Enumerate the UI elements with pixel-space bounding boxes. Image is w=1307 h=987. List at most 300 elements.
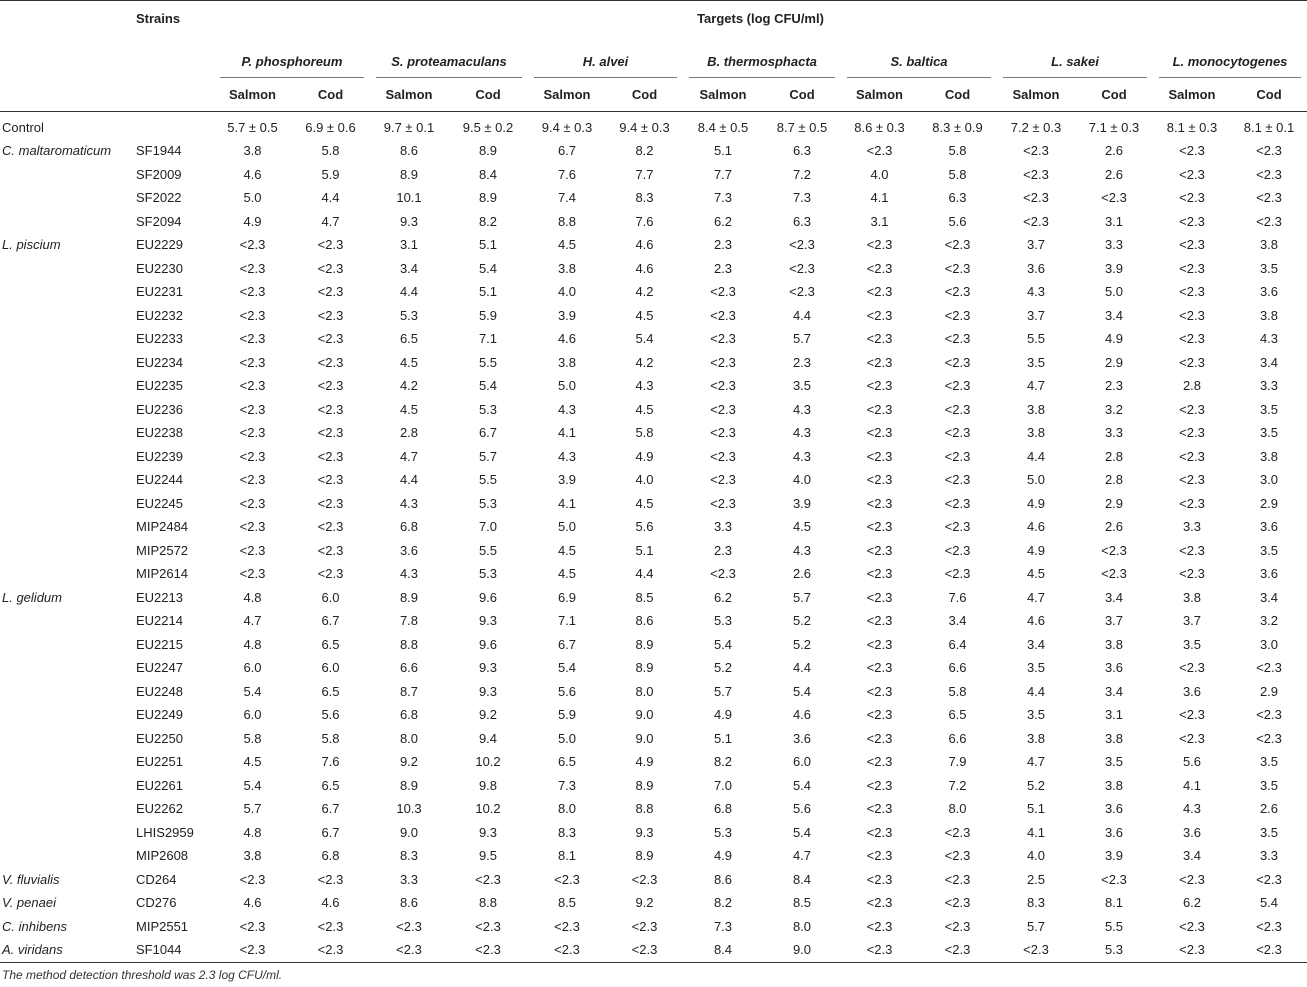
value-cell: 5.0 [557, 730, 577, 746]
value-cell: 2.3 [1104, 378, 1124, 394]
value-cell: <2.3 [239, 284, 266, 300]
value-cell: 3.6 [1104, 824, 1124, 840]
group-cell: V. fluvialis [2, 871, 60, 887]
value-cell: 3.5 [1026, 707, 1046, 723]
value-cell: 7.2 ± 0.3 [1010, 119, 1062, 135]
value-cell: 3.8 [1026, 401, 1046, 417]
value-cell: 6.8 [399, 707, 419, 723]
value-cell: 4.2 [635, 354, 654, 370]
group-cell [0, 657, 135, 681]
strain-cell: EU2244 [136, 472, 183, 488]
value-cell: 9.3 [478, 613, 498, 629]
value-cell: <2.3 [866, 918, 893, 934]
value-cell: 5.0 [557, 378, 577, 394]
value-cell: 3.7 [1104, 613, 1124, 629]
value-cell: 6.7 [321, 613, 340, 629]
value-cell: <2.3 [1256, 660, 1282, 676]
value-cell: <2.3 [239, 378, 266, 394]
strain-cell: EU2250 [136, 730, 183, 746]
value-cell: 9.4 [478, 730, 498, 746]
value-cell: 4.3 [1182, 801, 1202, 817]
value-cell: <2.3 [866, 895, 893, 911]
value-cell: <2.3 [866, 777, 893, 793]
value-cell: <2.3 [317, 472, 344, 488]
value-cell: 7.3 [792, 190, 812, 206]
strain-cell: EU2261 [136, 777, 183, 793]
target-header: S. proteamaculans [370, 45, 528, 78]
value-cell: <2.3 [1179, 166, 1205, 182]
value-cell: <2.3 [1179, 284, 1205, 300]
value-cell: <2.3 [1179, 307, 1205, 323]
value-cell: <2.3 [710, 448, 736, 464]
group-cell [0, 351, 135, 375]
value-cell: 5.4 [792, 824, 812, 840]
value-cell: <2.3 [1179, 871, 1205, 887]
salmon-header: Salmon [841, 78, 918, 112]
value-cell: <2.3 [1256, 166, 1282, 182]
group-cell: C. inhibens [2, 918, 68, 934]
strain-cell: EU2262 [136, 801, 183, 817]
value-cell: 4.0 [635, 472, 654, 488]
value-cell: <2.3 [1023, 190, 1049, 206]
group-cell: L. piscium [2, 237, 61, 253]
table-row [0, 704, 1307, 728]
value-cell: 6.3 [948, 190, 967, 206]
value-cell: <2.3 [317, 354, 344, 370]
value-cell: <2.3 [631, 918, 658, 934]
value-cell: 4.3 [399, 566, 419, 582]
value-cell: <2.3 [918, 939, 997, 963]
value-cell: 2.8 [1104, 448, 1124, 464]
value-cell: <2.3 [866, 613, 893, 629]
value-cell: <2.3 [1023, 166, 1049, 182]
value-cell: 10.3 [396, 801, 422, 817]
value-cell: <2.3 [944, 378, 971, 394]
value-cell: 5.6 [1182, 754, 1202, 770]
value-cell: 5.6 [948, 213, 967, 229]
group-cell [0, 469, 135, 493]
value-cell: 5.8 [948, 683, 967, 699]
value-cell: 2.6 [1104, 166, 1124, 182]
value-cell: <2.3 [1179, 660, 1205, 676]
table-row [0, 163, 1307, 187]
value-cell: <2.3 [1179, 448, 1205, 464]
value-cell: <2.3 [944, 307, 971, 323]
value-cell: <2.3 [710, 307, 736, 323]
cod-header: Cod [918, 78, 997, 112]
target-header: L. sakei [997, 45, 1153, 78]
value-cell: <2.3 [317, 284, 344, 300]
strain-cell: MIP2551 [136, 918, 189, 934]
value-cell: 8.6 [399, 143, 419, 159]
value-cell: 5.7 [792, 589, 812, 605]
value-cell: 9.3 [399, 213, 419, 229]
value-cell: 8.8 [478, 895, 498, 911]
value-cell: 3.5 [1259, 260, 1279, 276]
value-cell: <2.3 [866, 260, 893, 276]
value-cell: <2.3 [866, 730, 893, 746]
value-cell: 8.1 [557, 848, 577, 864]
value-cell: 5.3 [1075, 939, 1153, 963]
value-cell: <2.3 [944, 260, 971, 276]
value-cell: 7.2 [792, 166, 812, 182]
value-cell: <2.3 [1023, 213, 1049, 229]
value-cell: <2.3 [710, 284, 736, 300]
value-cell: <2.3 [710, 401, 736, 417]
value-cell: <2.3 [606, 939, 683, 963]
value-cell: 2.3 [713, 542, 733, 558]
value-cell: <2.3 [944, 918, 971, 934]
value-cell: 10.2 [475, 754, 501, 770]
group-cell [0, 398, 135, 422]
value-cell: <2.3 [866, 848, 893, 864]
cod-header: Cod [448, 78, 528, 112]
table-row [0, 633, 1307, 657]
value-cell: <2.3 [1231, 939, 1307, 963]
value-cell: 3.8 [1259, 237, 1279, 253]
value-cell: <2.3 [944, 895, 971, 911]
value-cell: <2.3 [944, 331, 971, 347]
value-cell: <2.3 [317, 331, 344, 347]
value-cell: <2.3 [997, 939, 1075, 963]
value-cell: 3.0 [1259, 636, 1279, 652]
value-cell: <2.3 [1179, 143, 1205, 159]
value-cell: 5.4 [713, 636, 733, 652]
value-cell: 5.8 [321, 143, 340, 159]
value-cell: <2.3 [789, 237, 815, 253]
value-cell: 5.5 [478, 542, 498, 558]
value-cell: 5.4 [1259, 895, 1279, 911]
strain-cell [135, 112, 214, 140]
value-cell: 5.7 [792, 331, 812, 347]
value-cell: 5.1 [1026, 801, 1046, 817]
table-row [0, 445, 1307, 469]
value-cell: <2.3 [1179, 495, 1205, 511]
value-cell: 5.7 [1026, 918, 1046, 934]
value-cell: <2.3 [866, 331, 893, 347]
value-cell: 9.3 [635, 824, 654, 840]
value-cell: 2.9 [1104, 495, 1124, 511]
value-cell: 5.5 [1104, 918, 1124, 934]
value-cell: 2.3 [792, 354, 812, 370]
value-cell: 7.4 [557, 190, 577, 206]
value-cell: 5.4 [792, 683, 812, 699]
value-cell: 8.9 [635, 848, 654, 864]
value-cell: 4.7 [399, 448, 419, 464]
value-cell: 3.4 [1104, 683, 1124, 699]
strain-cell: MIP2608 [136, 848, 189, 864]
value-cell: 5.5 [1026, 331, 1046, 347]
group-cell [0, 210, 135, 234]
value-cell: <2.3 [1101, 871, 1127, 887]
value-cell: 9.7 ± 0.1 [383, 119, 435, 135]
strain-cell: SF2094 [136, 213, 182, 229]
value-cell: 3.1 [1104, 213, 1124, 229]
group-cell [0, 445, 135, 469]
value-cell: 6.7 [321, 824, 340, 840]
value-cell: <2.3 [239, 495, 266, 511]
table-row [0, 422, 1307, 446]
value-cell: <2.3 [317, 495, 344, 511]
value-cell: 4.3 [792, 542, 812, 558]
value-cell: 8.9 [399, 589, 419, 605]
value-cell: 4.4 [792, 307, 812, 323]
footnote: The method detection threshold was 2.3 log CFU/ml. [2, 968, 283, 982]
value-cell: 6.5 [948, 707, 967, 723]
value-cell: <2.3 [239, 237, 266, 253]
value-cell: 3.8 [1259, 307, 1279, 323]
cod-header: Cod [291, 78, 370, 112]
value-cell: 4.9 [635, 754, 654, 770]
value-cell: 6.5 [321, 636, 340, 652]
value-cell: <2.3 [710, 566, 736, 582]
value-cell: 6.6 [948, 730, 967, 746]
value-cell: <2.3 [866, 425, 893, 441]
value-cell: <2.3 [1179, 425, 1205, 441]
value-cell: 3.3 [1259, 848, 1279, 864]
value-cell: 3.5 [1259, 425, 1279, 441]
value-cell: <2.3 [1179, 190, 1205, 206]
value-cell: <2.3 [239, 918, 266, 934]
value-cell: 8.2 [713, 895, 733, 911]
value-cell: 4.4 [1026, 448, 1046, 464]
value-cell: 6.7 [557, 143, 577, 159]
value-cell: 8.6 ± 0.3 [854, 119, 905, 135]
value-cell: 5.3 [713, 613, 733, 629]
value-cell: 3.2 [1104, 401, 1124, 417]
value-cell: 5.3 [713, 824, 733, 840]
value-cell: 2.9 [1259, 683, 1279, 699]
value-cell: <2.3 [866, 589, 893, 605]
value-cell: <2.3 [291, 939, 370, 963]
value-cell: 4.1 [1182, 777, 1202, 793]
value-cell: <2.3 [944, 354, 971, 370]
value-cell: <2.3 [317, 519, 344, 535]
value-cell: 4.9 [1104, 331, 1124, 347]
value-cell: <2.3 [1256, 871, 1282, 887]
value-cell: 8.8 [635, 801, 654, 817]
table-row [0, 492, 1307, 516]
value-cell: 4.8 [243, 824, 262, 840]
value-cell: 6.6 [948, 660, 967, 676]
value-cell: <2.3 [944, 237, 971, 253]
value-cell: <2.3 [1179, 354, 1205, 370]
table-row [0, 821, 1307, 845]
value-cell: <2.3 [866, 519, 893, 535]
value-cell: <2.3 [317, 378, 344, 394]
header-row-species [0, 45, 1307, 78]
value-cell: 6.4 [948, 636, 967, 652]
value-cell: 9.8 [478, 777, 498, 793]
strain-cell: EU2229 [136, 237, 183, 253]
value-cell: 8.0 [399, 730, 419, 746]
value-cell: 3.2 [1259, 613, 1279, 629]
value-cell: <2.3 [317, 566, 344, 582]
value-cell: 4.4 [399, 472, 419, 488]
cod-header: Cod [1231, 78, 1307, 112]
value-cell: 6.7 [557, 636, 577, 652]
value-cell: 3.3 [1259, 378, 1279, 394]
value-cell: 2.8 [1104, 472, 1124, 488]
value-cell: <2.3 [554, 871, 580, 887]
value-cell: 6.8 [399, 519, 419, 535]
value-cell: 7.8 [399, 613, 419, 629]
value-cell: 9.5 [478, 848, 498, 864]
cod-header: Cod [1075, 78, 1153, 112]
value-cell: <2.3 [317, 401, 344, 417]
value-cell: 4.9 [713, 848, 733, 864]
value-cell: 3.5 [1259, 754, 1279, 770]
strain-cell: EU2214 [136, 613, 183, 629]
group-cell [0, 680, 135, 704]
table-row [0, 868, 1307, 892]
value-cell: <2.3 [1179, 331, 1205, 347]
value-cell: 8.8 [399, 636, 419, 652]
value-cell: 3.4 [1104, 307, 1124, 323]
table-row [0, 845, 1307, 869]
value-cell: 5.4 [478, 378, 498, 394]
value-cell: 7.3 [713, 918, 733, 934]
value-cell: 4.5 [557, 542, 577, 558]
strain-cell: SF2009 [136, 166, 182, 182]
value-cell: <2.3 [866, 448, 893, 464]
value-cell: 4.5 [399, 401, 419, 417]
group-cell: L. gelidum [2, 589, 62, 605]
value-cell: 8.4 [792, 871, 812, 887]
value-cell: 3.8 [1182, 589, 1202, 605]
table-row [0, 234, 1307, 258]
value-cell: 3.6 [792, 730, 812, 746]
value-cell: <2.3 [1256, 213, 1282, 229]
value-cell: 3.5 [1259, 401, 1279, 417]
value-cell: 5.5 [478, 472, 498, 488]
value-cell: <2.3 [317, 542, 344, 558]
value-cell: 2.9 [1259, 495, 1279, 511]
value-cell: <2.3 [944, 542, 971, 558]
value-cell: <2.3 [1179, 730, 1205, 746]
value-cell: 3.9 [557, 307, 577, 323]
strain-cell: CD264 [136, 871, 177, 887]
value-cell: 8.7 [399, 683, 419, 699]
strain-cell: EU2249 [136, 707, 183, 723]
targets-header: Targets (log CFU/ml) [214, 1, 1307, 46]
table-row [0, 563, 1307, 587]
table-row [0, 375, 1307, 399]
value-cell: <2.3 [475, 918, 501, 934]
value-cell: 4.3 [399, 495, 419, 511]
value-cell: <2.3 [944, 401, 971, 417]
group-cell [0, 610, 135, 634]
value-cell: <2.3 [866, 495, 893, 511]
value-cell: <2.3 [710, 495, 736, 511]
value-cell: 4.7 [1026, 589, 1046, 605]
value-cell: 8.5 [635, 589, 654, 605]
value-cell: <2.3 [317, 307, 344, 323]
group-cell [0, 845, 135, 869]
salmon-header: Salmon [528, 78, 606, 112]
value-cell: 8.2 [478, 213, 498, 229]
table-row [0, 610, 1307, 634]
value-cell: 8.0 [948, 801, 967, 817]
value-cell: 4.6 [243, 166, 262, 182]
value-cell: 6.5 [399, 331, 419, 347]
value-cell: 4.0 [557, 284, 577, 300]
value-cell: 7.3 [557, 777, 577, 793]
value-cell: 3.6 [1182, 824, 1202, 840]
value-cell: <2.3 [1256, 918, 1282, 934]
value-cell: <2.3 [944, 448, 971, 464]
value-cell: <2.3 [1153, 939, 1231, 963]
value-cell: 8.5 [792, 895, 812, 911]
value-cell: 8.4 [683, 939, 763, 963]
value-cell: 8.9 [635, 777, 654, 793]
strains-header: Strains [135, 1, 214, 46]
value-cell: 3.8 [1026, 425, 1046, 441]
value-cell: 5.9 [557, 707, 577, 723]
cod-header: Cod [763, 78, 841, 112]
value-cell: <2.3 [841, 939, 918, 963]
value-cell: 4.6 [1026, 613, 1046, 629]
value-cell: 2.6 [1104, 143, 1124, 159]
strain-cell: EU2236 [136, 401, 183, 417]
value-cell: 3.8 [1026, 730, 1046, 746]
value-cell: 8.7 ± 0.5 [776, 119, 828, 135]
table-row [0, 798, 1307, 822]
strain-cell: SF1944 [136, 143, 182, 159]
group-cell: C. maltaromaticum [2, 143, 112, 159]
value-cell: 3.7 [1182, 613, 1202, 629]
value-cell: 3.8 [1104, 730, 1124, 746]
group-cell [0, 187, 135, 211]
value-cell: 2.5 [1026, 871, 1046, 887]
value-cell: 8.3 [399, 848, 419, 864]
value-cell: 5.4 [243, 683, 262, 699]
value-cell: <2.3 [866, 378, 893, 394]
value-cell: 10.2 [475, 801, 501, 817]
value-cell: <2.3 [396, 918, 422, 934]
value-cell: 5.9 [478, 307, 498, 323]
group-cell [0, 257, 135, 281]
value-cell: 3.6 [399, 542, 419, 558]
value-cell: <2.3 [1023, 143, 1049, 159]
value-cell: <2.3 [1101, 566, 1127, 582]
value-cell: 4.9 [713, 707, 733, 723]
value-cell: 3.6 [1259, 284, 1279, 300]
value-cell: <2.3 [1179, 401, 1205, 417]
value-cell: 6.0 [243, 707, 262, 723]
value-cell: 4.5 [635, 495, 654, 511]
value-cell: 5.0 [557, 519, 577, 535]
value-cell: <2.3 [944, 284, 971, 300]
group-cell [0, 704, 135, 728]
value-cell: 4.6 [557, 331, 577, 347]
strain-cell: EU2247 [136, 660, 183, 676]
value-cell: 5.1 [635, 542, 654, 558]
value-cell: 4.0 [870, 166, 889, 182]
value-cell: 5.8 [948, 143, 967, 159]
group-cell: A. viridans [0, 939, 135, 963]
value-cell: 5.8 [321, 730, 340, 746]
value-cell: 3.5 [1026, 354, 1046, 370]
value-cell: 3.4 [1259, 354, 1279, 370]
strain-cell: EU2238 [136, 425, 183, 441]
value-cell: 3.9 [1104, 848, 1124, 864]
value-cell: 8.3 [557, 824, 577, 840]
value-cell: 9.2 [478, 707, 498, 723]
strain-cell: EU2245 [136, 495, 183, 511]
value-cell: 6.0 [321, 589, 340, 605]
value-cell: 4.7 [1026, 378, 1046, 394]
